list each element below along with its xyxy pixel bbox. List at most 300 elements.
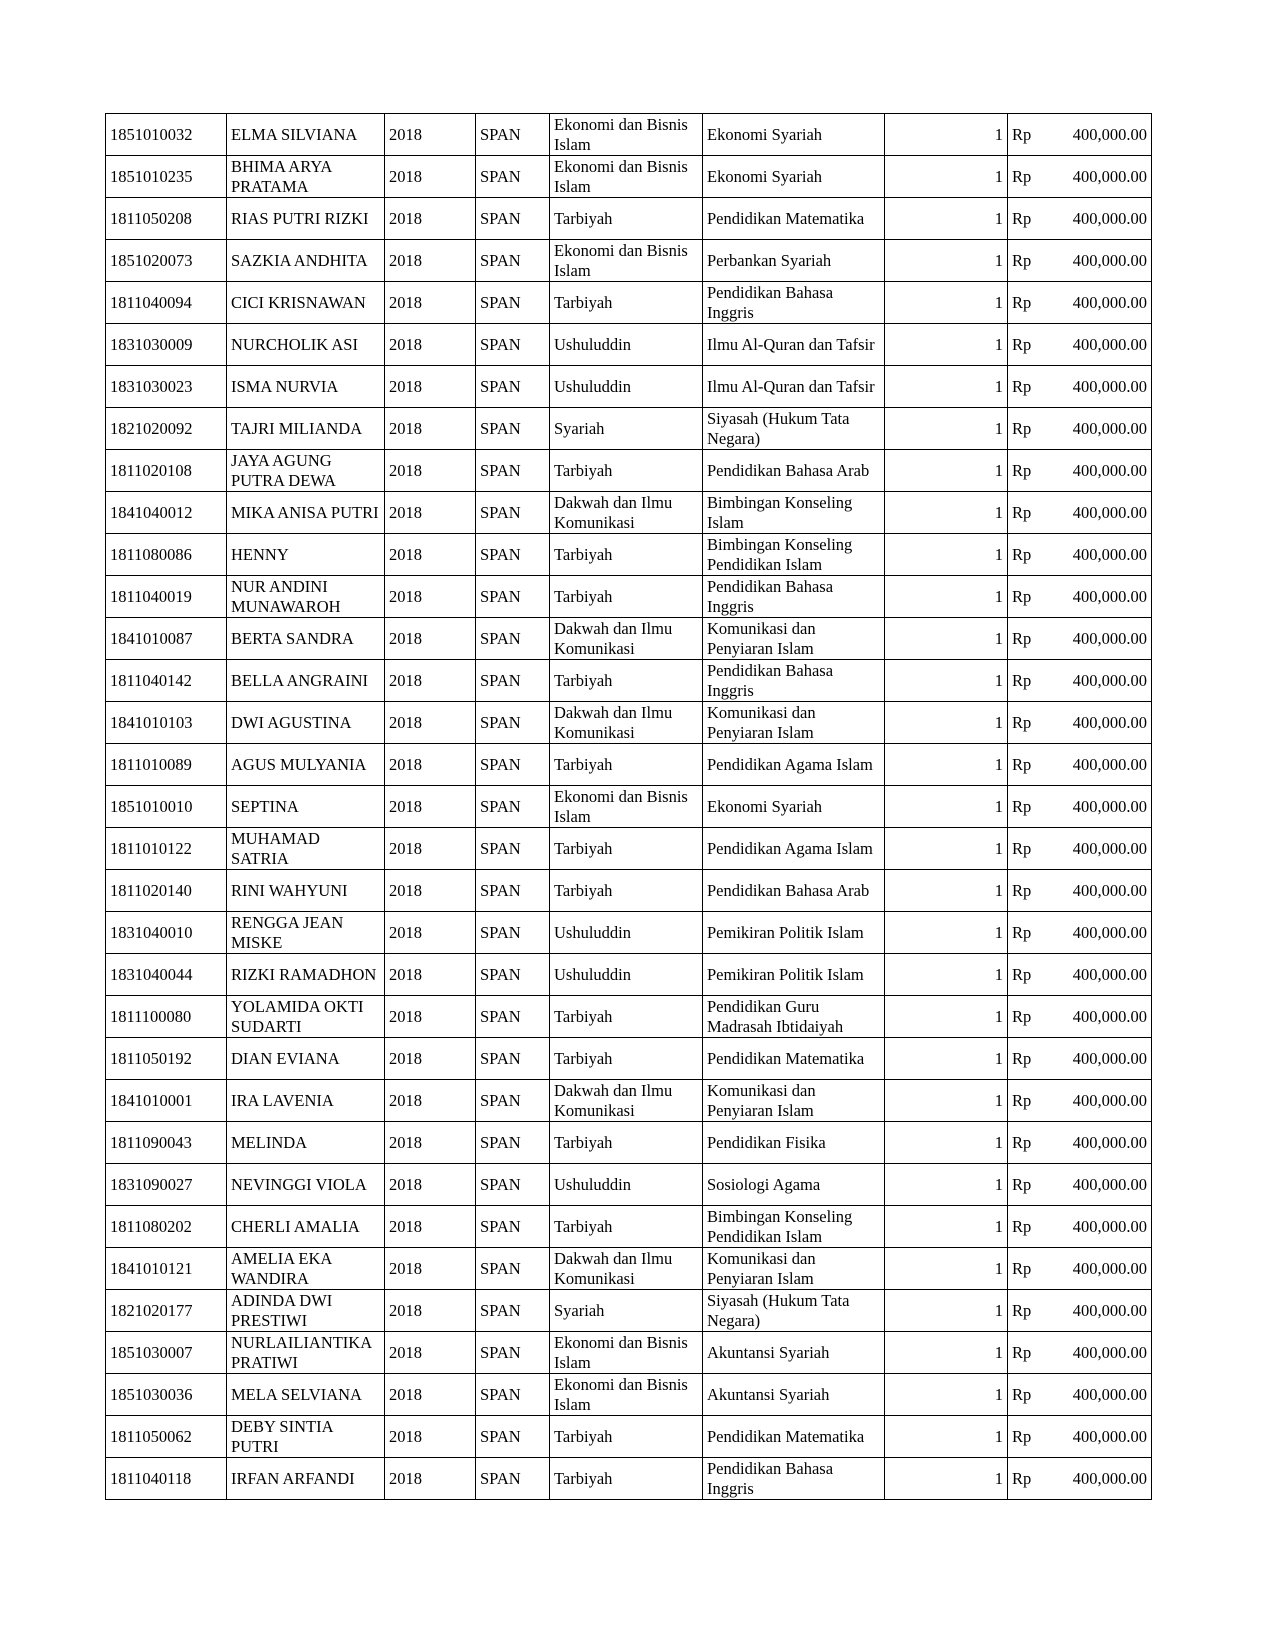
table-row (106, 492, 1152, 534)
student-name-cell: MELA SELVIANA (227, 1374, 385, 1416)
student-payment-table (105, 113, 1152, 1500)
quantity-cell: 1 (885, 912, 1008, 954)
admission-path-cell: SPAN (476, 1080, 550, 1122)
student-id-cell: 1811050062 (106, 1416, 227, 1458)
admission-path-cell: SPAN (476, 492, 550, 534)
currency-cell: Rp (1008, 240, 1042, 282)
currency-cell: Rp (1008, 828, 1042, 870)
currency-cell: Rp (1008, 282, 1042, 324)
year-cell: 2018 (385, 702, 476, 744)
faculty-cell: Ushuluddin (550, 366, 703, 408)
student-id-cell: 1811100080 (106, 996, 227, 1038)
student-name-cell: NUR ANDINI MUNAWAROH (227, 576, 385, 618)
amount-cell: 400,000.00 (1042, 1332, 1152, 1374)
amount-cell: 400,000.00 (1042, 1416, 1152, 1458)
student-name-cell: RIAS PUTRI RIZKI (227, 198, 385, 240)
currency-cell: Rp (1008, 408, 1042, 450)
currency-cell: Rp (1008, 1374, 1042, 1416)
study-program-cell: Akuntansi Syariah (703, 1332, 885, 1374)
faculty-cell: Dakwah dan Ilmu Komunikasi (550, 492, 703, 534)
quantity-cell: 1 (885, 954, 1008, 996)
study-program-cell: Komunikasi dan Penyiaran Islam (703, 1248, 885, 1290)
admission-path-cell: SPAN (476, 198, 550, 240)
year-cell: 2018 (385, 1080, 476, 1122)
study-program-cell: Pendidikan Matematika (703, 1416, 885, 1458)
faculty-cell: Dakwah dan Ilmu Komunikasi (550, 1080, 703, 1122)
faculty-cell: Tarbiyah (550, 660, 703, 702)
year-cell: 2018 (385, 492, 476, 534)
study-program-cell: Perbankan Syariah (703, 240, 885, 282)
currency-cell: Rp (1008, 702, 1042, 744)
study-program-cell: Ilmu Al-Quran dan Tafsir (703, 324, 885, 366)
admission-path-cell: SPAN (476, 660, 550, 702)
year-cell: 2018 (385, 1038, 476, 1080)
faculty-cell: Dakwah dan Ilmu Komunikasi (550, 702, 703, 744)
admission-path-cell: SPAN (476, 534, 550, 576)
admission-path-cell: SPAN (476, 156, 550, 198)
admission-path-cell: SPAN (476, 240, 550, 282)
quantity-cell: 1 (885, 282, 1008, 324)
table-body (106, 114, 1152, 1500)
year-cell: 2018 (385, 1416, 476, 1458)
quantity-cell: 1 (885, 366, 1008, 408)
student-id-cell: 1851030036 (106, 1374, 227, 1416)
student-name-cell: NURCHOLIK ASI (227, 324, 385, 366)
student-id-cell: 1811020108 (106, 450, 227, 492)
amount-cell: 400,000.00 (1042, 198, 1152, 240)
amount-cell: 400,000.00 (1042, 450, 1152, 492)
amount-cell: 400,000.00 (1042, 996, 1152, 1038)
admission-path-cell: SPAN (476, 1038, 550, 1080)
student-id-cell: 1811090043 (106, 1122, 227, 1164)
student-id-cell: 1811080086 (106, 534, 227, 576)
study-program-cell: Siyasah (Hukum Tata Negara) (703, 1290, 885, 1332)
faculty-cell: Tarbiyah (550, 828, 703, 870)
amount-cell: 400,000.00 (1042, 1164, 1152, 1206)
admission-path-cell: SPAN (476, 1416, 550, 1458)
year-cell: 2018 (385, 408, 476, 450)
study-program-cell: Pendidikan Bahasa Inggris (703, 282, 885, 324)
faculty-cell: Tarbiyah (550, 198, 703, 240)
study-program-cell: Ekonomi Syariah (703, 114, 885, 156)
amount-cell: 400,000.00 (1042, 1122, 1152, 1164)
currency-cell: Rp (1008, 786, 1042, 828)
admission-path-cell: SPAN (476, 366, 550, 408)
faculty-cell: Tarbiyah (550, 1206, 703, 1248)
student-name-cell: SEPTINA (227, 786, 385, 828)
study-program-cell: Ekonomi Syariah (703, 786, 885, 828)
year-cell: 2018 (385, 198, 476, 240)
currency-cell: Rp (1008, 1416, 1042, 1458)
table-row (106, 324, 1152, 366)
student-id-cell: 1831030023 (106, 366, 227, 408)
student-name-cell: RENGGA JEAN MISKE (227, 912, 385, 954)
quantity-cell: 1 (885, 156, 1008, 198)
amount-cell: 400,000.00 (1042, 828, 1152, 870)
admission-path-cell: SPAN (476, 870, 550, 912)
faculty-cell: Tarbiyah (550, 450, 703, 492)
table-row (106, 156, 1152, 198)
quantity-cell: 1 (885, 534, 1008, 576)
quantity-cell: 1 (885, 744, 1008, 786)
currency-cell: Rp (1008, 1164, 1042, 1206)
currency-cell: Rp (1008, 492, 1042, 534)
amount-cell: 400,000.00 (1042, 492, 1152, 534)
study-program-cell: Pendidikan Agama Islam (703, 744, 885, 786)
student-name-cell: DIAN EVIANA (227, 1038, 385, 1080)
amount-cell: 400,000.00 (1042, 324, 1152, 366)
student-id-cell: 1811080202 (106, 1206, 227, 1248)
student-id-cell: 1841010001 (106, 1080, 227, 1122)
faculty-cell: Tarbiyah (550, 576, 703, 618)
year-cell: 2018 (385, 870, 476, 912)
year-cell: 2018 (385, 744, 476, 786)
admission-path-cell: SPAN (476, 702, 550, 744)
student-id-cell: 1841010103 (106, 702, 227, 744)
student-id-cell: 1811040019 (106, 576, 227, 618)
student-name-cell: MUHAMAD SATRIA (227, 828, 385, 870)
amount-cell: 400,000.00 (1042, 1080, 1152, 1122)
amount-cell: 400,000.00 (1042, 870, 1152, 912)
amount-cell: 400,000.00 (1042, 1038, 1152, 1080)
quantity-cell: 1 (885, 1416, 1008, 1458)
year-cell: 2018 (385, 1206, 476, 1248)
currency-cell: Rp (1008, 1290, 1042, 1332)
table-row (106, 996, 1152, 1038)
admission-path-cell: SPAN (476, 1248, 550, 1290)
student-id-cell: 1811010089 (106, 744, 227, 786)
currency-cell: Rp (1008, 1332, 1042, 1374)
table-row (106, 1248, 1152, 1290)
table-row (106, 1206, 1152, 1248)
student-name-cell: AMELIA EKA WANDIRA (227, 1248, 385, 1290)
study-program-cell: Pendidikan Bahasa Arab (703, 870, 885, 912)
year-cell: 2018 (385, 618, 476, 660)
table-row (106, 1374, 1152, 1416)
amount-cell: 400,000.00 (1042, 1248, 1152, 1290)
study-program-cell: Bimbingan Konseling Islam (703, 492, 885, 534)
quantity-cell: 1 (885, 324, 1008, 366)
study-program-cell: Ekonomi Syariah (703, 156, 885, 198)
student-name-cell: BHIMA ARYA PRATAMA (227, 156, 385, 198)
admission-path-cell: SPAN (476, 1374, 550, 1416)
table-row (106, 744, 1152, 786)
admission-path-cell: SPAN (476, 1290, 550, 1332)
admission-path-cell: SPAN (476, 786, 550, 828)
faculty-cell: Tarbiyah (550, 1038, 703, 1080)
amount-cell: 400,000.00 (1042, 1206, 1152, 1248)
quantity-cell: 1 (885, 618, 1008, 660)
study-program-cell: Pendidikan Bahasa Inggris (703, 576, 885, 618)
admission-path-cell: SPAN (476, 1122, 550, 1164)
year-cell: 2018 (385, 576, 476, 618)
amount-cell: 400,000.00 (1042, 366, 1152, 408)
amount-cell: 400,000.00 (1042, 702, 1152, 744)
year-cell: 2018 (385, 660, 476, 702)
currency-cell: Rp (1008, 618, 1042, 660)
quantity-cell: 1 (885, 702, 1008, 744)
table-row (106, 1038, 1152, 1080)
year-cell: 2018 (385, 954, 476, 996)
admission-path-cell: SPAN (476, 114, 550, 156)
quantity-cell: 1 (885, 1290, 1008, 1332)
faculty-cell: Tarbiyah (550, 996, 703, 1038)
amount-cell: 400,000.00 (1042, 408, 1152, 450)
currency-cell: Rp (1008, 1458, 1042, 1500)
student-id-cell: 1811040142 (106, 660, 227, 702)
admission-path-cell: SPAN (476, 996, 550, 1038)
table-row (106, 198, 1152, 240)
table-row (106, 660, 1152, 702)
amount-cell: 400,000.00 (1042, 660, 1152, 702)
faculty-cell: Ushuluddin (550, 324, 703, 366)
student-id-cell: 1811040094 (106, 282, 227, 324)
year-cell: 2018 (385, 534, 476, 576)
currency-cell: Rp (1008, 744, 1042, 786)
table-row (106, 954, 1152, 996)
year-cell: 2018 (385, 1122, 476, 1164)
currency-cell: Rp (1008, 996, 1042, 1038)
currency-cell: Rp (1008, 1038, 1042, 1080)
study-program-cell: Pendidikan Bahasa Inggris (703, 1458, 885, 1500)
student-name-cell: HENNY (227, 534, 385, 576)
table-row (106, 786, 1152, 828)
student-name-cell: RINI WAHYUNI (227, 870, 385, 912)
year-cell: 2018 (385, 282, 476, 324)
table-row (106, 828, 1152, 870)
study-program-cell: Pendidikan Guru Madrasah Ibtidaiyah (703, 996, 885, 1038)
student-name-cell: AGUS MULYANIA (227, 744, 385, 786)
currency-cell: Rp (1008, 1122, 1042, 1164)
admission-path-cell: SPAN (476, 450, 550, 492)
currency-cell: Rp (1008, 1248, 1042, 1290)
currency-cell: Rp (1008, 1206, 1042, 1248)
student-name-cell: CICI KRISNAWAN (227, 282, 385, 324)
table-row (106, 870, 1152, 912)
table-row (106, 1290, 1152, 1332)
year-cell: 2018 (385, 1374, 476, 1416)
student-id-cell: 1851010032 (106, 114, 227, 156)
faculty-cell: Tarbiyah (550, 1458, 703, 1500)
student-name-cell: YOLAMIDA OKTI SUDARTI (227, 996, 385, 1038)
student-name-cell: CHERLI AMALIA (227, 1206, 385, 1248)
student-id-cell: 1851010010 (106, 786, 227, 828)
quantity-cell: 1 (885, 1374, 1008, 1416)
faculty-cell: Tarbiyah (550, 870, 703, 912)
student-name-cell: NURLAILIANTIKA PRATIWI (227, 1332, 385, 1374)
student-name-cell: IRA LAVENIA (227, 1080, 385, 1122)
amount-cell: 400,000.00 (1042, 114, 1152, 156)
student-name-cell: SAZKIA ANDHITA (227, 240, 385, 282)
year-cell: 2018 (385, 996, 476, 1038)
faculty-cell: Ushuluddin (550, 912, 703, 954)
table-row (106, 450, 1152, 492)
table-row (106, 1122, 1152, 1164)
student-name-cell: RIZKI RAMADHON (227, 954, 385, 996)
student-id-cell: 1851020073 (106, 240, 227, 282)
year-cell: 2018 (385, 1248, 476, 1290)
student-id-cell: 1841040012 (106, 492, 227, 534)
quantity-cell: 1 (885, 198, 1008, 240)
faculty-cell: Ekonomi dan Bisnis Islam (550, 114, 703, 156)
student-name-cell: MELINDA (227, 1122, 385, 1164)
amount-cell: 400,000.00 (1042, 576, 1152, 618)
currency-cell: Rp (1008, 660, 1042, 702)
table-row (106, 912, 1152, 954)
study-program-cell: Pendidikan Matematika (703, 1038, 885, 1080)
student-name-cell: IRFAN ARFANDI (227, 1458, 385, 1500)
table-row (106, 1080, 1152, 1122)
table-row (106, 702, 1152, 744)
student-id-cell: 1841010121 (106, 1248, 227, 1290)
currency-cell: Rp (1008, 870, 1042, 912)
student-id-cell: 1831090027 (106, 1164, 227, 1206)
student-name-cell: MIKA ANISA PUTRI (227, 492, 385, 534)
study-program-cell: Siyasah (Hukum Tata Negara) (703, 408, 885, 450)
year-cell: 2018 (385, 1164, 476, 1206)
amount-cell: 400,000.00 (1042, 744, 1152, 786)
quantity-cell: 1 (885, 828, 1008, 870)
year-cell: 2018 (385, 1290, 476, 1332)
admission-path-cell: SPAN (476, 618, 550, 660)
study-program-cell: Pendidikan Matematika (703, 198, 885, 240)
faculty-cell: Ekonomi dan Bisnis Islam (550, 786, 703, 828)
student-name-cell: DEBY SINTIA PUTRI (227, 1416, 385, 1458)
year-cell: 2018 (385, 1458, 476, 1500)
table-row (106, 1332, 1152, 1374)
admission-path-cell: SPAN (476, 1206, 550, 1248)
student-name-cell: BELLA ANGRAINI (227, 660, 385, 702)
admission-path-cell: SPAN (476, 954, 550, 996)
table-row (106, 240, 1152, 282)
currency-cell: Rp (1008, 450, 1042, 492)
student-id-cell: 1831030009 (106, 324, 227, 366)
quantity-cell: 1 (885, 1164, 1008, 1206)
study-program-cell: Bimbingan Konseling Pendidikan Islam (703, 1206, 885, 1248)
student-id-cell: 1821020177 (106, 1290, 227, 1332)
quantity-cell: 1 (885, 1248, 1008, 1290)
currency-cell: Rp (1008, 534, 1042, 576)
year-cell: 2018 (385, 324, 476, 366)
currency-cell: Rp (1008, 366, 1042, 408)
student-name-cell: JAYA AGUNG PUTRA DEWA (227, 450, 385, 492)
table-row (106, 366, 1152, 408)
study-program-cell: Pemikiran Politik Islam (703, 912, 885, 954)
admission-path-cell: SPAN (476, 1164, 550, 1206)
study-program-cell: Pendidikan Fisika (703, 1122, 885, 1164)
faculty-cell: Tarbiyah (550, 744, 703, 786)
year-cell: 2018 (385, 450, 476, 492)
student-id-cell: 1851030007 (106, 1332, 227, 1374)
quantity-cell: 1 (885, 1332, 1008, 1374)
study-program-cell: Pendidikan Agama Islam (703, 828, 885, 870)
admission-path-cell: SPAN (476, 408, 550, 450)
amount-cell: 400,000.00 (1042, 282, 1152, 324)
table-row (106, 114, 1152, 156)
faculty-cell: Tarbiyah (550, 534, 703, 576)
student-name-cell: DWI AGUSTINA (227, 702, 385, 744)
student-id-cell: 1851010235 (106, 156, 227, 198)
year-cell: 2018 (385, 1332, 476, 1374)
currency-cell: Rp (1008, 156, 1042, 198)
student-name-cell: ELMA SILVIANA (227, 114, 385, 156)
faculty-cell: Tarbiyah (550, 1416, 703, 1458)
study-program-cell: Bimbingan Konseling Pendidikan Islam (703, 534, 885, 576)
amount-cell: 400,000.00 (1042, 618, 1152, 660)
amount-cell: 400,000.00 (1042, 954, 1152, 996)
currency-cell: Rp (1008, 954, 1042, 996)
table-row (106, 1164, 1152, 1206)
faculty-cell: Tarbiyah (550, 1122, 703, 1164)
quantity-cell: 1 (885, 492, 1008, 534)
admission-path-cell: SPAN (476, 1332, 550, 1374)
admission-path-cell: SPAN (476, 324, 550, 366)
study-program-cell: Komunikasi dan Penyiaran Islam (703, 1080, 885, 1122)
admission-path-cell: SPAN (476, 744, 550, 786)
study-program-cell: Ilmu Al-Quran dan Tafsir (703, 366, 885, 408)
quantity-cell: 1 (885, 576, 1008, 618)
student-name-cell: BERTA SANDRA (227, 618, 385, 660)
admission-path-cell: SPAN (476, 576, 550, 618)
student-id-cell: 1811040118 (106, 1458, 227, 1500)
admission-path-cell: SPAN (476, 282, 550, 324)
table-row (106, 1416, 1152, 1458)
quantity-cell: 1 (885, 1038, 1008, 1080)
study-program-cell: Pendidikan Bahasa Inggris (703, 660, 885, 702)
quantity-cell: 1 (885, 1458, 1008, 1500)
faculty-cell: Dakwah dan Ilmu Komunikasi (550, 1248, 703, 1290)
year-cell: 2018 (385, 786, 476, 828)
table-row (106, 618, 1152, 660)
student-id-cell: 1811020140 (106, 870, 227, 912)
currency-cell: Rp (1008, 324, 1042, 366)
student-name-cell: ISMA NURVIA (227, 366, 385, 408)
amount-cell: 400,000.00 (1042, 786, 1152, 828)
currency-cell: Rp (1008, 198, 1042, 240)
currency-cell: Rp (1008, 1080, 1042, 1122)
faculty-cell: Ushuluddin (550, 954, 703, 996)
student-id-cell: 1841010087 (106, 618, 227, 660)
student-id-cell: 1831040010 (106, 912, 227, 954)
amount-cell: 400,000.00 (1042, 1374, 1152, 1416)
year-cell: 2018 (385, 156, 476, 198)
student-id-cell: 1821020092 (106, 408, 227, 450)
faculty-cell: Tarbiyah (550, 282, 703, 324)
amount-cell: 400,000.00 (1042, 1290, 1152, 1332)
table-row (106, 534, 1152, 576)
study-program-cell: Pemikiran Politik Islam (703, 954, 885, 996)
amount-cell: 400,000.00 (1042, 912, 1152, 954)
quantity-cell: 1 (885, 1122, 1008, 1164)
table-row (106, 1458, 1152, 1500)
quantity-cell: 1 (885, 660, 1008, 702)
quantity-cell: 1 (885, 1080, 1008, 1122)
student-id-cell: 1811050192 (106, 1038, 227, 1080)
faculty-cell: Ushuluddin (550, 1164, 703, 1206)
admission-path-cell: SPAN (476, 828, 550, 870)
quantity-cell: 1 (885, 1206, 1008, 1248)
admission-path-cell: SPAN (476, 912, 550, 954)
study-program-cell: Sosiologi Agama (703, 1164, 885, 1206)
currency-cell: Rp (1008, 114, 1042, 156)
faculty-cell: Syariah (550, 1290, 703, 1332)
quantity-cell: 1 (885, 114, 1008, 156)
year-cell: 2018 (385, 828, 476, 870)
study-program-cell: Pendidikan Bahasa Arab (703, 450, 885, 492)
quantity-cell: 1 (885, 786, 1008, 828)
quantity-cell: 1 (885, 870, 1008, 912)
quantity-cell: 1 (885, 996, 1008, 1038)
